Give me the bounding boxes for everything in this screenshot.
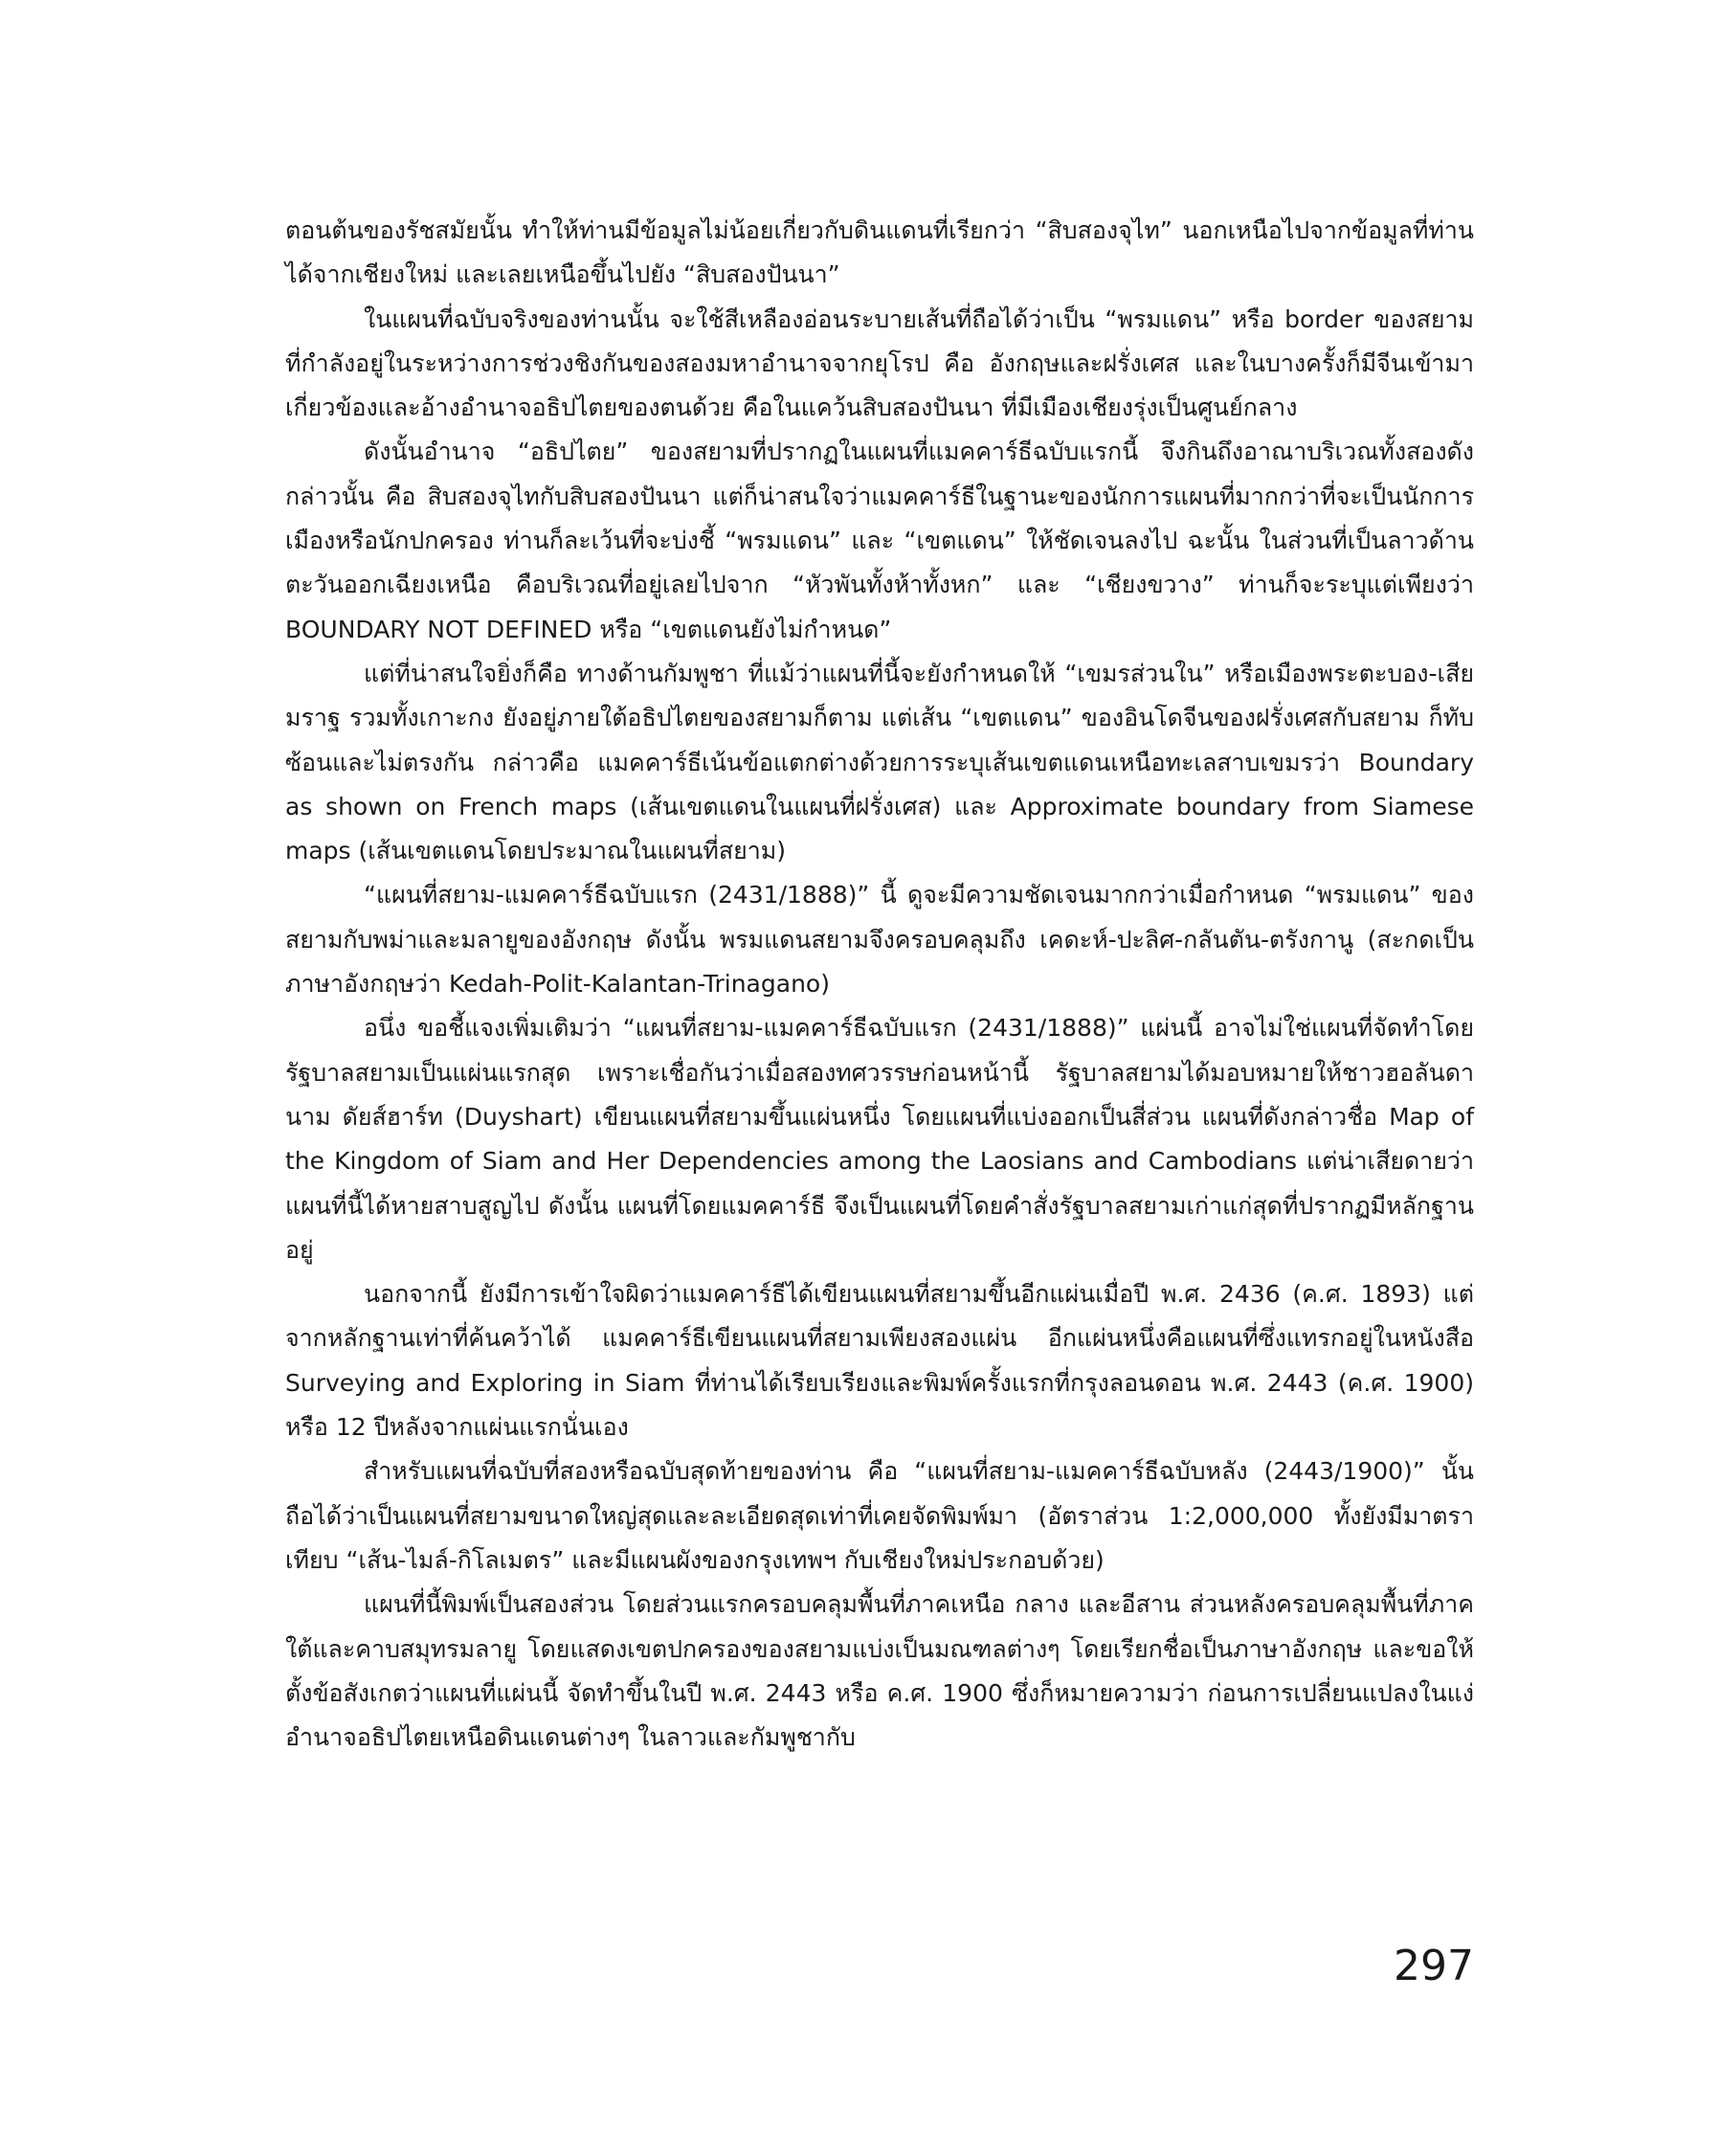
paragraph-1: ตอนต้นของรัชสมัยนั้น ทำให้ท่านมีข้อมูลไม่น้อยเกี่ยวกับดินแดนที่เรียกว่า “สิบสองจุไท” นอกเหนือไปจากข้อมูลที่ท่านได้จากเชียงใหม่ และเลยเหนือขึ้นไปยัง “สิบสองปันนา” xyxy=(285,216,1474,289)
paragraph-8: สำหรับแผนที่ฉบับที่สองหรือฉบับสุดท้ายของท่าน คือ “แผนที่สยาม-แมคคาร์ธีฉบับหลัง (2443/1900)” นั้น ถือได้ว่าเป็นแผนที่สยามขนาดใหญ่สุดและละเอียดสุดเท่าที่เคยจัดพิมพ์มา (อัตราส่วน 1:2,000,000 ทั้งยังมีมาตราเทียบ “เส้น-ไมล์-กิโลเมตร” และมีแผนผังของกรุงเทพฯ กับเชียงใหม่ประกอบด้วย) xyxy=(285,1457,1474,1574)
paragraph-9: แผนที่นี้พิมพ์เป็นสองส่วน โดยส่วนแรกครอบคลุมพื้นที่ภาคเหนือ กลาง และอีสาน ส่วนหลังครอบคลุมพื้นที่ภาคใต้และคาบสมุทรมลายู โดยแสดงเขตปกครองของสยามแบ่งเป็นมณฑลต่างๆ โดยเรียกชื่อเป็นภาษาอังกฤษ และขอให้ตั้งข้อสังเกตว่าแผนที่แผ่นนี้ จัดทำขึ้นในปี พ.ศ. 2443 หรือ ค.ศ. 1900 ซึ่งก็หมายความว่า ก่อนการเปลี่ยนแปลงในแง่อำนาจอธิปไตยเหนือดินแดนต่างๆ ในลาวและกัมพูชากับ xyxy=(285,1590,1474,1752)
paragraph-7: นอกจากนี้ ยังมีการเข้าใจผิดว่าแมคคาร์ธีได้เขียนแผนที่สยามขึ้นอีกแผ่นเมื่อปี พ.ศ. 2436 (ค.ศ. 1893) แต่จากหลักฐานเท่าที่ค้นคว้าได้ แมคคาร์ธีเขียนแผนที่สยามเพียงสองแผ่น อีกแผ่นหนึ่งคือแผนที่ซึ่งแทรกอยู่ในหนังสือ Surveying and Exploring in Siam ที่ท่านได้เรียบเรียงและพิมพ์ครั้งแรกที่กรุงลอนดอน พ.ศ. 2443 (ค.ศ. 1900) หรือ 12 ปีหลังจากแผ่นแรกนั่นเอง xyxy=(285,1280,1474,1442)
paragraph-3: ดังนั้นอำนาจ “อธิปไตย” ของสยามที่ปรากฏในแผนที่แมคคาร์ธีฉบับแรกนี้ จึงกินถึงอาณาบริเวณทั้งสองดังกล่าวนั้น คือ สิบสองจุไทกับสิบสองปันนา แต่ก็น่าสนใจว่าแมคคาร์ธีในฐานะของนักการแผนที่มากกว่าที่จะเป็นนักการเมืองหรือนักปกครอง ท่านก็ละเว้นที่จะบ่งชี้ “พรมแดน” และ “เขตแดน” ให้ชัดเจนลงไป ฉะนั้น ในส่วนที่เป็นลาวด้านตะวันออกเฉียงเหนือ คือบริเวณที่อยู่เลยไปจาก “หัวพันทั้งห้าทั้งหก” และ “เชียงขวาง” ท่านก็จะระบุแต่เพียงว่า BOUNDARY NOT DEFINED หรือ “เขตแดนยังไม่กำหนด” xyxy=(285,438,1474,643)
paragraph-2: ในแผนที่ฉบับจริงของท่านนั้น จะใช้สีเหลืองอ่อนระบายเส้นที่ถือได้ว่าเป็น “พรมแดน” หรือ border ของสยามที่กำลังอยู่ในระหว่างการช่วงชิงกันของสองมหาอำนาจจากยุโรป คือ อังกฤษและฝรั่งเศส และในบางครั้งก็มีจีนเข้ามาเกี่ยวข้องและอ้างอำนาจอธิปไตยของตนด้วย คือในแคว้นสิบสองปันนา ที่มีเมืองเชียงรุ่งเป็นศูนย์กลาง xyxy=(285,304,1474,422)
paragraph-4: แต่ที่น่าสนใจยิ่งก็คือ ทางด้านกัมพูชา ที่แม้ว่าแผนที่นี้จะยังกำหนดให้ “เขมรส่วนใน” หรือเมืองพระตะบอง-เสียมราฐ รวมทั้งเกาะกง ยังอยู่ภายใต้อธิปไตยของสยามก็ตาม แต่เส้น “เขตแดน” ของอินโดจีนของฝรั่งเศสกับสยาม ก็ทับซ้อนและไม่ตรงกัน กล่าวคือ แมคคาร์ธีเน้นข้อแตกต่างด้วยการระบุเส้นเขตแดนเหนือทะเลสาบเขมรว่า Boundary as shown on French maps (เส้นเขตแดนในแผนที่ฝรั่งเศส) และ Approximate boundary from Siamese maps (เส้นเขตแดนโดยประมาณในแผนที่สยาม) xyxy=(285,659,1474,865)
body-text xyxy=(285,209,1474,1760)
paragraph-6: อนึ่ง ขอชี้แจงเพิ่มเติมว่า “แผนที่สยาม-แมคคาร์ธีฉบับแรก (2431/1888)” แผ่นนี้ อาจไม่ใช่แผนที่จัดทำโดยรัฐบาลสยามเป็นแผ่นแรกสุด เพราะเชื่อกันว่าเมื่อสองทศวรรษก่อนหน้านี้ รัฐบาลสยามได้มอบหมายให้ชาวฮอลันดานาม ดัยส์ฮาร์ท (Duyshart) เขียนแผนที่สยามขึ้นแผ่นหนึ่ง โดยแผนที่แบ่งออกเป็นสี่ส่วน แผนที่ดังกล่าวชื่อ Map of the Kingdom of Siam and Her Dependencies among the Laosians and Cambodians แต่น่าเสียดายว่าแผนที่นี้ได้หายสาบสูญไป ดังนั้น แผนที่โดยแมคคาร์ธี จึงเป็นแผนที่โดยคำสั่งรัฐบาลสยามเก่าแก่สุดที่ปรากฏมีหลักฐานอยู่ xyxy=(285,1014,1474,1264)
paragraph-5: “แผนที่สยาม-แมคคาร์ธีฉบับแรก (2431/1888)” นี้ ดูจะมีความชัดเจนมากกว่าเมื่อกำหนด “พรมแดน” ของสยามกับพม่าและมลายูของอังกฤษ ดังนั้น พรมแดนสยามจึงครอบคลุมถึง เคดะห์-ปะลิศ-กลันตัน-ตรังกานู (สะกดเป็นภาษาอังกฤษว่า Kedah-Polit-Kalantan-Trinagano) xyxy=(285,881,1474,999)
page-number: 297 xyxy=(1394,1942,1474,1990)
